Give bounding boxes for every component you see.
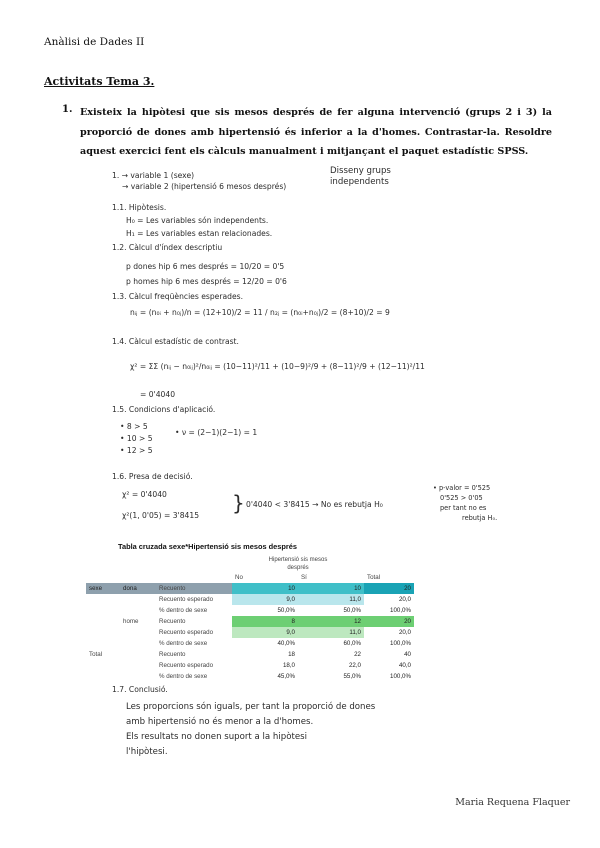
col-header-total: Total bbox=[367, 574, 381, 581]
row-stat-label: Recuento esperado bbox=[159, 662, 214, 669]
row-stat-label: % dentro de sexe bbox=[159, 607, 208, 614]
hw-note-design-1: Disseny grups bbox=[330, 166, 391, 176]
hw-h1: H₁ = Les variables estan relacionades. bbox=[126, 229, 273, 238]
cell-si: 12 bbox=[298, 616, 364, 627]
cell-no: 18 bbox=[288, 651, 295, 658]
table-row bbox=[86, 660, 414, 671]
hw-chi-result: = 0'4040 bbox=[140, 390, 176, 399]
hw-cond-1: • 8 > 5 bbox=[120, 422, 148, 431]
cell-no: 40,0% bbox=[277, 640, 295, 647]
hw-conclusion-3: Els resultats no donen suport a la hipòtesi bbox=[126, 732, 307, 742]
hw-decision: 0'4040 < 3'8415 → No es rebutja H₀ bbox=[246, 500, 383, 509]
row-stat-label: Recuento esperado bbox=[159, 629, 214, 636]
cell-si: 11,0 bbox=[298, 594, 364, 605]
question-text: Existeix la hipòtesi que sis mesos després de fer alguna intervenció (grups 2 i 3) la proporció de dones amb hipertensió és inferior a la d'homes. Contrastar-la. Resoldre aquest exercici fent els càlculs manualment i mitjançant el paquet estadístic SPSS. bbox=[80, 107, 552, 157]
col-group-label-1: Hipertensió sis mesos bbox=[268, 557, 328, 563]
cell-no: 9,0 bbox=[232, 594, 298, 605]
cell-total: 100,0% bbox=[390, 640, 411, 647]
cell-total: 20 bbox=[364, 616, 414, 627]
table-row bbox=[86, 638, 414, 649]
cell-total: 20 bbox=[364, 583, 414, 594]
cell-si: 22 bbox=[354, 651, 361, 658]
row-stat-label: Recuento bbox=[159, 651, 186, 658]
crosstab-table bbox=[86, 556, 414, 682]
hw-p-homes: p homes hip 6 mes després = 12/20 = 0'6 bbox=[126, 277, 287, 286]
row-group-label: sexe bbox=[86, 583, 120, 594]
hw-conclusion-4: l'hipòtesi. bbox=[126, 747, 168, 757]
col-header-si: Sí bbox=[301, 574, 307, 581]
hw-section-1-4: 1.4. Càlcul estadístic de contrast. bbox=[112, 337, 239, 346]
hw-conclusion-2: amb hipertensió no és menor a la d'homes. bbox=[126, 717, 314, 727]
row-stat-label: Recuento bbox=[156, 583, 232, 594]
hw-variable-1: 1. → variable 1 (sexe) bbox=[112, 171, 195, 180]
hw-cond-2: • 10 > 5 bbox=[120, 434, 153, 443]
row-stat-label: Recuento esperado bbox=[159, 596, 214, 603]
hw-cond-3: • 12 > 5 bbox=[120, 446, 153, 455]
hw-degrees-freedom: • ν = (2−1)(2−1) = 1 bbox=[175, 428, 258, 437]
course-title: Anàlisi de Dades II bbox=[44, 36, 145, 48]
hw-section-1-5: 1.5. Condicions d'aplicació. bbox=[112, 405, 216, 414]
cell-total: 40 bbox=[404, 651, 411, 658]
hw-chi-critical: χ²(1, 0'05) = 3'8415 bbox=[122, 511, 200, 520]
hw-variable-2: → variable 2 (hipertensió 6 mesos després) bbox=[122, 182, 287, 191]
activity-title: Activitats Tema 3. bbox=[44, 75, 155, 88]
cell-no: 45,0% bbox=[277, 673, 295, 680]
row-group-label: Total bbox=[89, 651, 103, 658]
cell-si: 22,0 bbox=[348, 662, 361, 669]
table-row bbox=[86, 594, 414, 605]
row-stat-label: Recuento bbox=[159, 618, 186, 625]
cell-no: 18,0 bbox=[282, 662, 295, 669]
hw-section-1-1: 1.1. Hipòtesis. bbox=[112, 203, 167, 212]
question-number: 1. bbox=[62, 104, 73, 115]
hw-section-1-6: 1.6. Presa de decisió. bbox=[112, 472, 193, 481]
hw-section-1-7: 1.7. Conclusió. bbox=[112, 685, 168, 694]
cell-no: 8 bbox=[232, 616, 298, 627]
cell-no: 9,0 bbox=[232, 627, 298, 638]
cell-si: 50,0% bbox=[343, 607, 361, 614]
cell-total: 20,0 bbox=[398, 596, 411, 603]
cell-total: 40,0 bbox=[398, 662, 411, 669]
col-header-no: No bbox=[235, 574, 243, 581]
hw-chi-equation: χ² = ΣΣ (nᵢⱼ − n₀ᵢⱼ)²/n₀ᵢⱼ = (10−11)²/11 + (10−9)²/9 + (8−11)²/9 + (12−11)²/11 bbox=[130, 362, 425, 371]
row-stat-label: % dentro de sexe bbox=[159, 673, 208, 680]
table-row bbox=[86, 671, 414, 682]
hw-p-dones: p dones hip 6 mes després = 10/20 = 0'5 bbox=[126, 262, 285, 271]
hw-section-1-2: 1.2. Càlcul d'índex descriptiu bbox=[112, 243, 223, 252]
table-row bbox=[86, 627, 414, 638]
hw-side-compare: 0'525 > 0'05 bbox=[440, 494, 483, 502]
hw-side-reject: rebutja H₀. bbox=[462, 514, 498, 522]
cell-total: 20,0 bbox=[398, 629, 411, 636]
brace-icon: } bbox=[232, 491, 245, 515]
hw-note-design-2: independents bbox=[330, 177, 389, 187]
hw-conclusion-1: Les proporcions són iguals, per tant la proporció de dones bbox=[126, 702, 376, 712]
hw-chi-value: χ² = 0'4040 bbox=[122, 490, 167, 499]
hw-h0: H₀ = Les variables són independents. bbox=[126, 216, 269, 225]
cell-si: 60,0% bbox=[343, 640, 361, 647]
cell-no: 50,0% bbox=[277, 607, 295, 614]
row-stat-label: % dentro de sexe bbox=[159, 640, 208, 647]
crosstab-title: Tabla cruzada sexe*Hipertensió sis mesos després bbox=[118, 542, 297, 551]
cell-no: 10 bbox=[232, 583, 298, 594]
row-subgroup-label: home bbox=[123, 618, 139, 625]
table-row bbox=[86, 649, 414, 660]
cell-si: 55,0% bbox=[343, 673, 361, 680]
table-row bbox=[86, 583, 414, 594]
cell-total: 100,0% bbox=[390, 673, 411, 680]
col-group-label-2: després bbox=[287, 565, 309, 571]
table-row bbox=[86, 605, 414, 616]
hw-section-1-3: 1.3. Càlcul freqüències esperades. bbox=[112, 292, 243, 301]
hw-side-pvalue: • p-valor = 0'525 bbox=[433, 484, 491, 492]
cell-si: 10 bbox=[298, 583, 364, 594]
hw-freq-equation: nᵢⱼ = (n₀ᵢ + n₀ⱼ)/n = (12+10)/2 = 11 / n₂ⱼ = (n₀ᵢ+n₀ⱼ)/2 = (8+10)/2 = 9 bbox=[130, 308, 390, 317]
hw-side-therefore: per tant no es bbox=[440, 504, 487, 512]
table-row bbox=[86, 616, 414, 627]
row-subgroup-label: dona bbox=[120, 583, 156, 594]
cell-total: 100,0% bbox=[390, 607, 411, 614]
footer-author: Maria Requena Flaquer bbox=[455, 797, 570, 808]
cell-si: 11,0 bbox=[298, 627, 364, 638]
